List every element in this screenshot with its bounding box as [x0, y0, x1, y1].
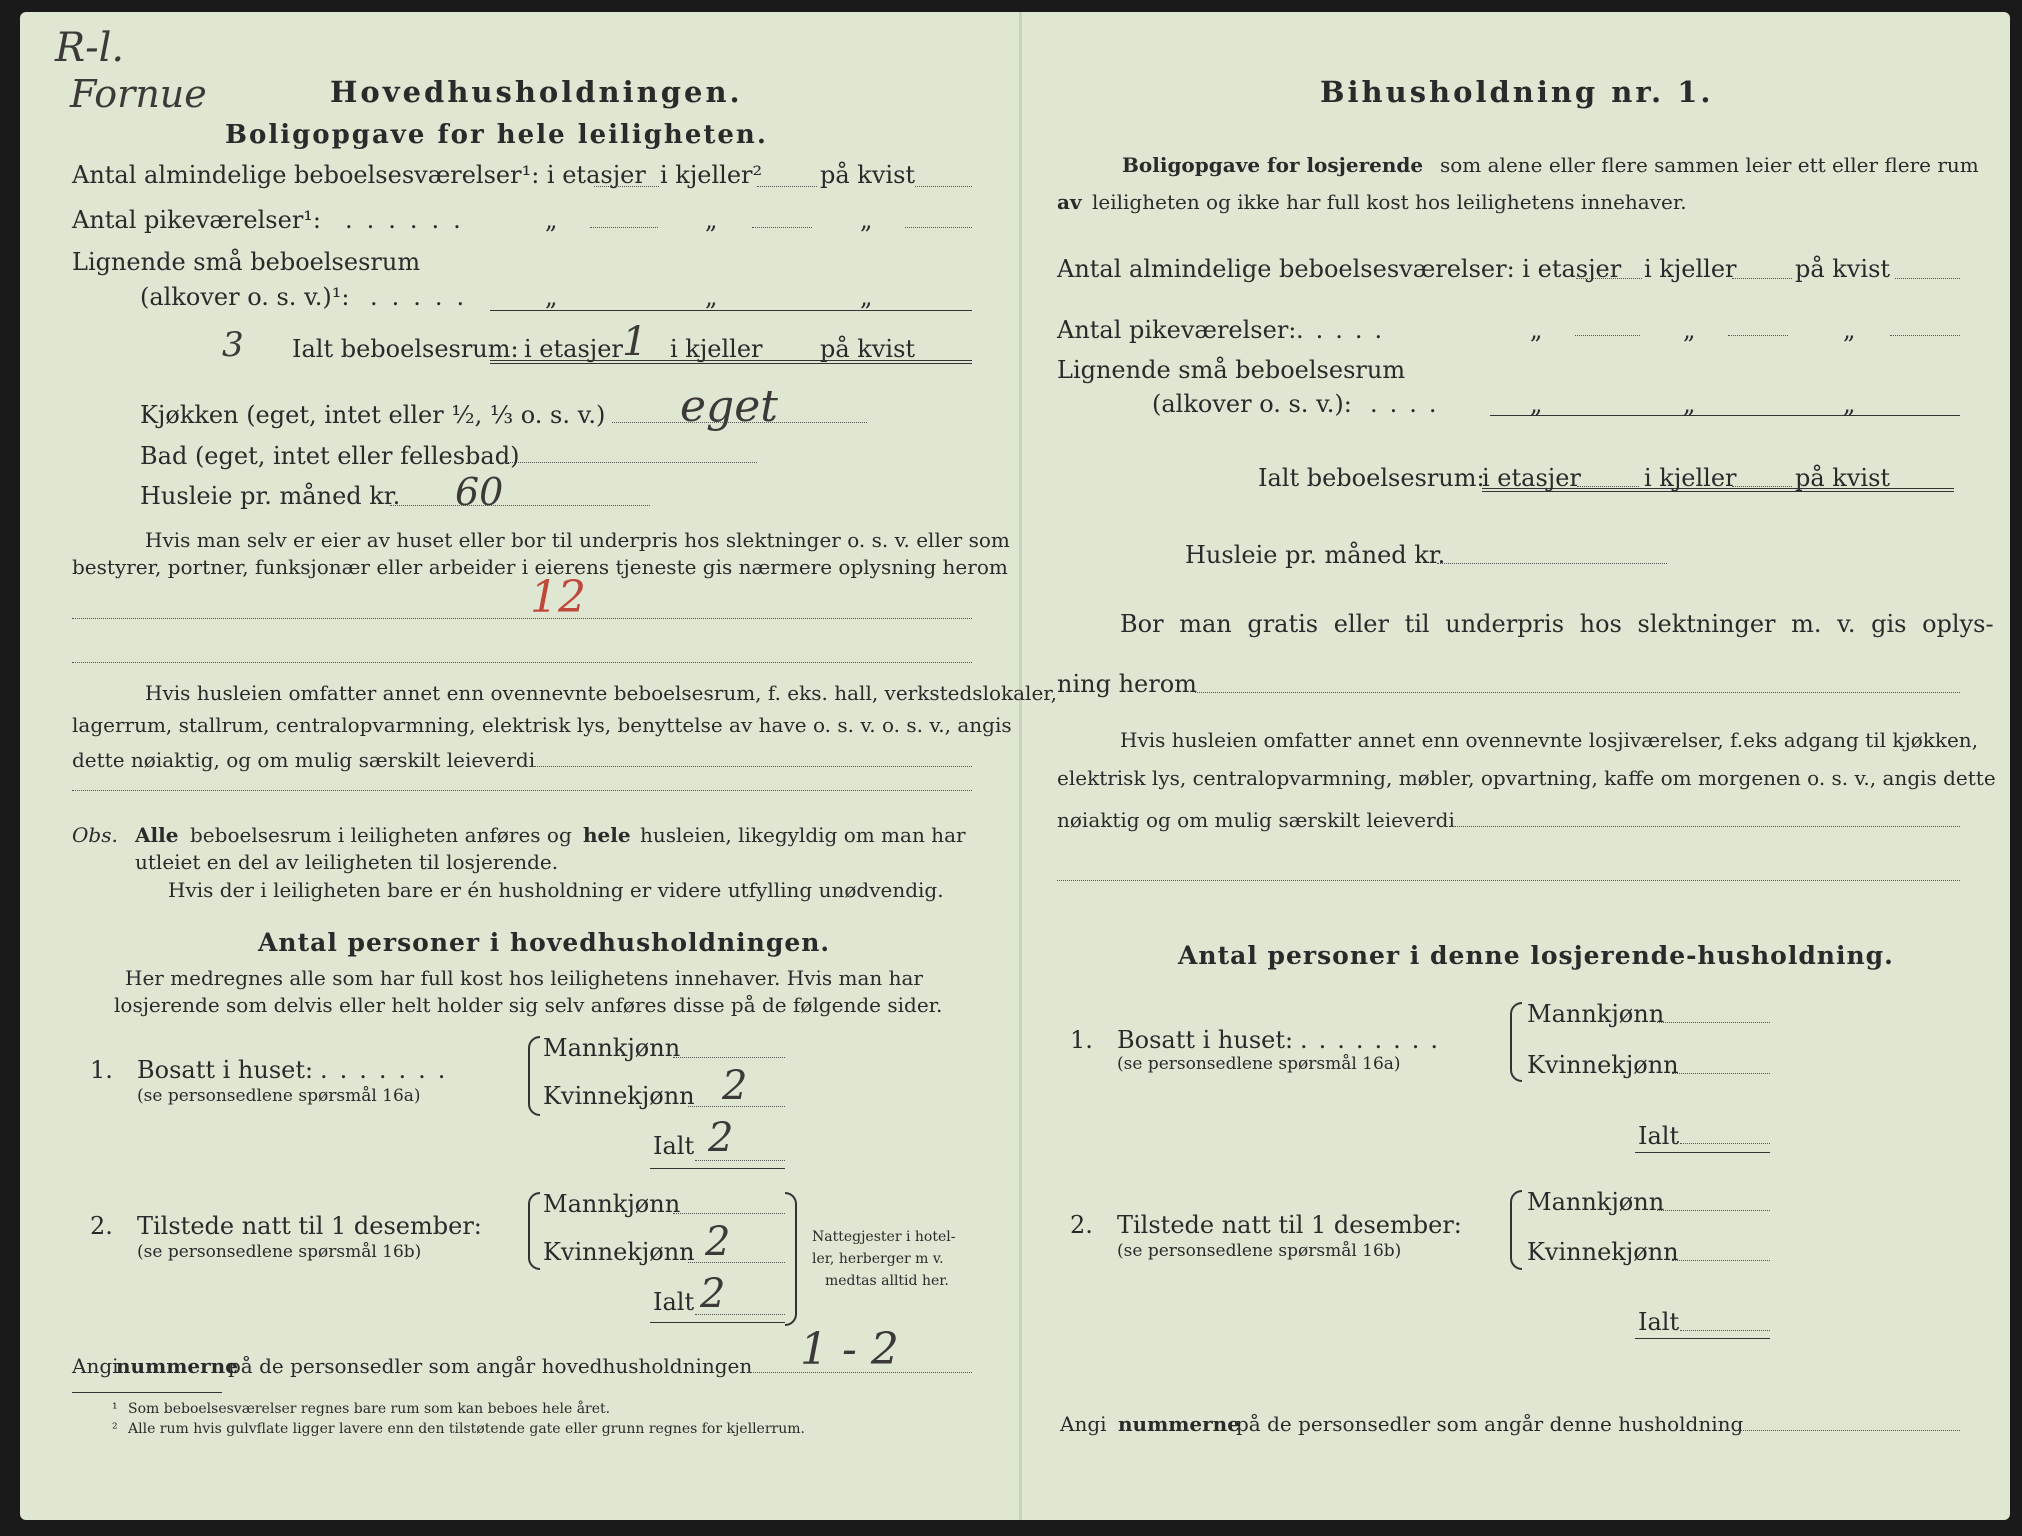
right-free-line2: ning herom — [1057, 670, 1197, 698]
q2-male-field[interactable] — [673, 1213, 785, 1214]
q2-male-label: Mannkjønn — [543, 1190, 681, 1218]
guests-note-line2: ler, herberger m v. — [812, 1251, 944, 1267]
right-q2-male-label: Mannkjønn — [1527, 1188, 1665, 1216]
q1-label: Bosatt i huset: — [137, 1056, 314, 1084]
q2-number: 2. — [90, 1212, 113, 1240]
footnote-rule — [72, 1392, 222, 1393]
q1-female-label: Kvinnekjønn — [543, 1082, 695, 1110]
rooms-row1-label: Antal almindelige beboelsesværelser¹: i etasjer — [72, 161, 646, 189]
right-rooms-row2-kjeller-field[interactable] — [1728, 335, 1788, 336]
q1-brace — [528, 1036, 540, 1116]
q2-right-brace — [785, 1192, 797, 1326]
ditto-mark: „ — [705, 283, 718, 311]
right-rooms-total-kjeller-field[interactable] — [1732, 486, 1792, 487]
right-intro-av: av — [1057, 190, 1082, 214]
right-rooms-total-etasjer-label: i etasjer — [1482, 464, 1581, 492]
guests-note-line3: medtas alltid her. — [825, 1273, 949, 1289]
right-rooms-row2-label: Antal pikeværelser: — [1057, 316, 1297, 344]
right-rooms-row3b-label: (alkover o. s. v.): — [1152, 390, 1352, 418]
rooms-row2-etasjer-field[interactable] — [590, 227, 658, 228]
right-numbers-nummerne: nummerne — [1118, 1412, 1240, 1436]
ditto-mark: „ — [1530, 390, 1543, 418]
rooms-row2-label: Antal pikeværelser¹: — [72, 206, 321, 234]
right-rooms-row2-kvist-field[interactable] — [1890, 335, 1960, 336]
right-free-field[interactable] — [1195, 692, 1960, 693]
right-rooms-row1-kjeller-label: i kjeller — [1644, 255, 1737, 283]
q1-total-value: 2 — [708, 1115, 734, 1161]
obs-label: Obs. — [72, 823, 118, 847]
rooms-row1-kjeller-field[interactable] — [757, 186, 817, 187]
q2-female-value: 2 — [705, 1219, 731, 1265]
right-rooms-row1-etasjer-field[interactable] — [1576, 278, 1642, 279]
rooms-total-etasjer-value: 1 — [622, 319, 648, 365]
right-q1-total-underline — [1635, 1152, 1770, 1153]
rent-value: 60 — [455, 470, 504, 514]
right-rooms-row3-dots: .... — [1370, 390, 1449, 418]
includes-line1: Hvis husleien omfatter annet enn ovennevnte beboelsesrum, f. eks. hall, verkstedslokaler, — [145, 681, 1058, 705]
left-title: Hovedhusholdningen. — [330, 75, 743, 109]
footnote2: Alle rum hvis gulvflate ligger lavere enn den tilstøtende gate eller grunn regnes for kjellerrum. — [128, 1421, 805, 1437]
right-persons-header: Antal personer i denne losjerende-husholdning. — [1178, 941, 1894, 970]
right-numbers-line: på de personsedler som angår denne husholdning — [1236, 1412, 1744, 1436]
page-fold — [1019, 12, 1022, 1520]
ditto-mark: „ — [545, 283, 558, 311]
q2-female-label: Kvinnekjønn — [543, 1238, 695, 1266]
q1-sub: (se personsedlene spørsmål 16a) — [137, 1086, 421, 1106]
numbers-nummerne: nummerne — [116, 1354, 238, 1378]
right-rent-label: Husleie pr. måned kr. — [1185, 541, 1446, 569]
footnote2-mark: ² — [112, 1421, 118, 1437]
bath-field[interactable] — [502, 462, 757, 463]
right-q1-number: 1. — [1070, 1026, 1093, 1054]
rooms-row3-underline — [490, 310, 972, 311]
right-q2-sub: (se personsedlene spørsmål 16b) — [1117, 1241, 1402, 1261]
right-q2-number: 2. — [1070, 1211, 1093, 1239]
right-q2-brace — [1510, 1190, 1522, 1270]
right-intro-bold: Boligopgave for losjerende — [1122, 153, 1424, 177]
q1-number: 1. — [90, 1056, 113, 1084]
right-rooms-row1-label: Antal almindelige beboelsesværelser: i etasjer — [1057, 255, 1622, 283]
right-includes-line3: nøiaktig og om mulig særskilt leieverdi — [1057, 808, 1455, 832]
obs-line2: utleiet en del av leiligheten til losjerende. — [135, 850, 559, 874]
rooms-row2-kjeller-field[interactable] — [752, 227, 812, 228]
q2-sub: (se personsedlene spørsmål 16b) — [137, 1242, 422, 1262]
total-rooms-handwritten: 3 — [222, 325, 244, 365]
ditto-mark: „ — [1683, 316, 1696, 344]
ditto-mark: „ — [1530, 316, 1543, 344]
footnote1-mark: ¹ — [112, 1401, 118, 1417]
right-q2-female-label: Kvinnekjønn — [1527, 1238, 1679, 1266]
right-rooms-total-kjeller-label: i kjeller — [1644, 464, 1737, 492]
footnote1: Som beboelsesværelser regnes bare rum som kan beboes hele året. — [128, 1401, 611, 1417]
right-rooms-row1-kjeller-field[interactable] — [1732, 278, 1792, 279]
right-rooms-row3-underline — [1490, 415, 1960, 416]
right-rooms-total-label: Ialt beboelsesrum: — [1258, 464, 1485, 492]
ditto-mark: „ — [860, 283, 873, 311]
numbers-value: 1 - 2 — [800, 1324, 899, 1375]
obs-alle: Alle — [135, 823, 179, 847]
right-q1-total-label: Ialt — [1638, 1122, 1680, 1150]
owner-note-field-2[interactable] — [72, 662, 972, 663]
owner-note-line2: bestyrer, portner, funksjonær eller arbeider i eierens tjeneste gis nærmere oplysning herom — [72, 555, 1008, 579]
rooms-row3b-label: (alkover o. s. v.)¹: — [140, 283, 350, 311]
right-q2-label: Tilstede natt til 1 desember: — [1117, 1211, 1462, 1239]
obs-line3: Hvis der i leiligheten bare er én husholdning er videre utfylling unødvendig. — [168, 878, 944, 902]
q1-male-label: Mannkjønn — [543, 1034, 681, 1062]
right-q2-total-label: Ialt — [1638, 1308, 1680, 1336]
rooms-total-kjeller-label: i kjeller — [670, 335, 763, 363]
rooms-row3a-label: Lignende små beboelsesrum — [72, 248, 421, 276]
rent-field[interactable] — [390, 505, 650, 506]
persons-note-line2: losjerende som delvis eller helt holder sig selv anføres disse på de følgende sider. — [114, 993, 943, 1017]
right-q1-total-field[interactable] — [1680, 1143, 1770, 1144]
ditto-mark: „ — [860, 206, 873, 234]
rent-label: Husleie pr. måned kr. — [140, 482, 401, 510]
right-intro-line2: leiligheten og ikke har full kost hos leilighetens innehaver. — [1092, 190, 1687, 214]
guests-note-line1: Nattegjester i hotel- — [812, 1229, 956, 1245]
rooms-row2-kvist-field[interactable] — [905, 227, 972, 228]
q2-total-value: 2 — [700, 1271, 726, 1317]
includes-line2: lagerrum, stallrum, centralopvarmning, elektrisk lys, benyttelse av have o. s. v. o. s. v., angis — [72, 713, 1012, 737]
right-numbers-angi: Angi — [1060, 1412, 1107, 1436]
rooms-total-kvist-label: på kvist — [820, 335, 916, 363]
right-rooms-total-underline — [1482, 488, 1954, 492]
right-includes-line1: Hvis husleien omfatter annet enn ovennevnte losjiværelser, f.eks adgang til kjøkken, — [1120, 728, 1979, 752]
right-rooms-row3a-label: Lignende små beboelsesrum — [1057, 356, 1406, 384]
includes-field-2[interactable] — [72, 790, 972, 791]
right-title: Bihusholdning nr. 1. — [1320, 75, 1714, 109]
right-q1-female-label: Kvinnekjønn — [1527, 1051, 1679, 1079]
owner-note-line1: Hvis man selv er eier av huset eller bor til underpris hos slektninger o. s. v. eller som — [145, 528, 1010, 552]
right-q1-sub: (se personsedlene spørsmål 16a) — [1117, 1054, 1401, 1074]
rooms-row1-kvist-field[interactable] — [915, 186, 972, 187]
rooms-total-underline — [490, 360, 972, 364]
q2-brace — [528, 1192, 540, 1270]
obs-hele: hele — [583, 823, 631, 847]
red-mark: 12 — [530, 572, 586, 623]
rooms-total-label: Ialt beboelsesrum: — [292, 335, 519, 363]
rooms-row1-kjeller-label: i kjeller² — [660, 161, 763, 189]
obs-line1-end: husleien, likegyldig om man har — [640, 823, 966, 847]
right-rooms-row1-kvist-label: på kvist — [1795, 255, 1891, 283]
right-rooms-total-kvist-label: på kvist — [1795, 464, 1891, 492]
right-q1-brace — [1510, 1002, 1522, 1082]
right-includes-field-2[interactable] — [1057, 880, 1960, 881]
right-intro-line1: som alene eller flere sammen leier ett eller flere rum — [1440, 153, 1979, 177]
bath-label: Bad (eget, intet eller fellesbad) — [140, 442, 520, 470]
obs-line1: beboelsesrum i leiligheten anføres og — [190, 823, 572, 847]
ditto-mark: „ — [545, 206, 558, 234]
right-free-line1: Bor man gratis eller til underpris hos slektninger m. v. gis oplys- — [1120, 610, 1994, 638]
right-q2-female-field[interactable] — [1672, 1260, 1770, 1261]
includes-line3: dette nøiaktig, og om mulig særskilt leieverdi — [72, 748, 536, 772]
right-rooms-total-etasjer-field[interactable] — [1577, 486, 1639, 487]
persons-note-line1: Her medregnes alle som har full kost hos leilighetens innehaver. Hvis man har — [125, 966, 923, 990]
right-q1-dots: ........ — [1300, 1026, 1450, 1054]
rooms-row2-dots: ...... — [345, 206, 475, 234]
right-q2-total-underline — [1635, 1338, 1770, 1339]
right-q1-female-field[interactable] — [1672, 1073, 1770, 1074]
ditto-mark: „ — [1843, 316, 1856, 344]
corner-mark: R-l. — [55, 25, 125, 71]
persons-header: Antal personer i hovedhusholdningen. — [258, 928, 831, 957]
q1-total-underline — [650, 1168, 785, 1169]
kitchen-label: Kjøkken (eget, intet eller ½, ⅓ o. s. v.) — [140, 401, 606, 429]
right-rooms-row2-etasjer-field[interactable] — [1575, 335, 1640, 336]
right-q1-male-label: Mannkjønn — [1527, 1000, 1665, 1028]
right-numbers-field[interactable] — [1738, 1430, 1960, 1431]
kitchen-value: eget — [680, 381, 778, 432]
right-q2-total-field[interactable] — [1680, 1330, 1770, 1331]
ditto-mark: „ — [1843, 390, 1856, 418]
right-rooms-row2-dots: ..... — [1296, 316, 1395, 344]
q1-male-field[interactable] — [673, 1057, 785, 1058]
owner-note-field[interactable] — [72, 618, 972, 619]
q2-total-label: Ialt — [653, 1288, 695, 1316]
right-q1-label: Bosatt i huset: — [1117, 1026, 1294, 1054]
rooms-row1-etasjer-field[interactable] — [594, 186, 659, 187]
q1-total-label: Ialt — [653, 1132, 695, 1160]
ditto-mark: „ — [1683, 390, 1696, 418]
numbers-angi: Angi — [72, 1354, 119, 1378]
q2-label: Tilstede natt til 1 desember: — [137, 1212, 482, 1240]
right-q2-male-field[interactable] — [1657, 1210, 1770, 1211]
q2-total-underline — [650, 1322, 785, 1323]
right-rent-field[interactable] — [1437, 563, 1667, 564]
right-includes-line2: elektrisk lys, centralopvarmning, møbler, opvartning, kaffe om morgenen o. s. v., angis dette — [1057, 766, 1996, 790]
includes-field[interactable] — [520, 766, 972, 767]
rooms-row3-dots: ..... — [370, 283, 479, 311]
right-q1-male-field[interactable] — [1657, 1022, 1770, 1023]
right-rooms-row1-kvist-field[interactable] — [1895, 278, 1960, 279]
right-includes-field[interactable] — [1445, 826, 1960, 827]
rooms-row1-kvist-label: på kvist — [820, 161, 916, 189]
rooms-total-etasjer-label: i etasjer — [524, 335, 623, 363]
left-subtitle: Boligopgave for hele leiligheten. — [225, 120, 768, 150]
numbers-line: på de personsedler som angår hovedhusholdningen — [228, 1354, 753, 1378]
q1-female-value: 2 — [722, 1063, 748, 1109]
ditto-mark: „ — [705, 206, 718, 234]
q1-dots: ....... — [320, 1056, 458, 1084]
place-name-annotation: Fornue — [70, 72, 207, 116]
q2-female-field[interactable] — [688, 1262, 785, 1263]
